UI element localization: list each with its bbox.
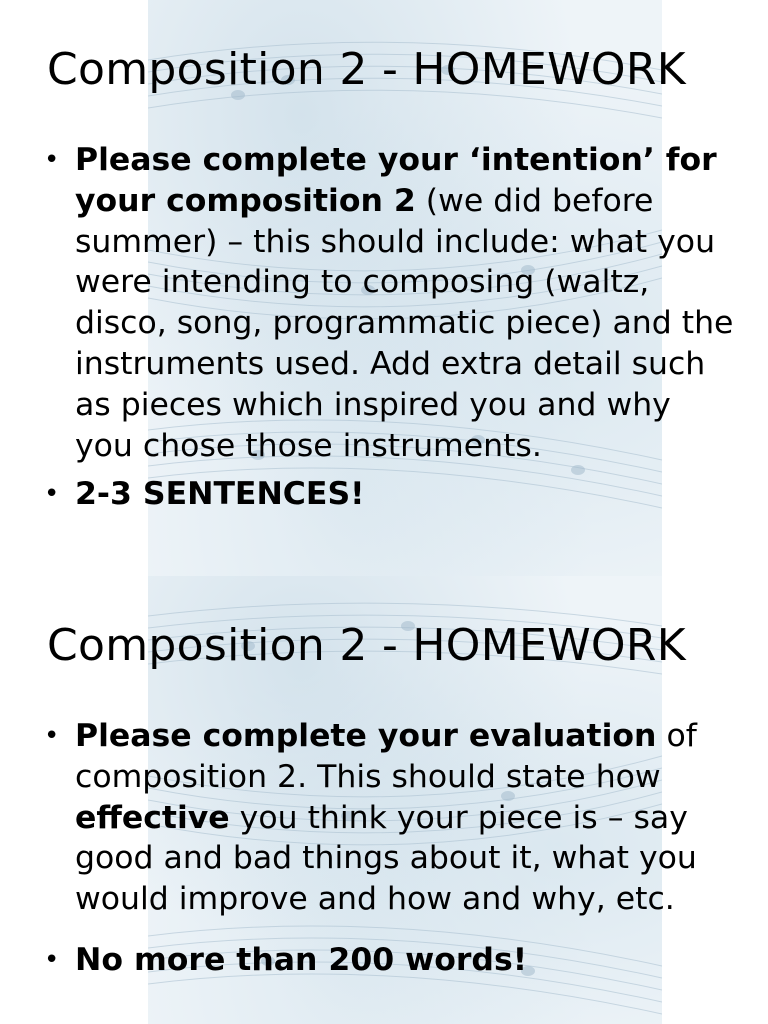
bullet-item [44, 716, 737, 920]
bullet-item [44, 474, 737, 515]
bullet-bold-text: Please complete your evaluation [75, 718, 657, 754]
bullet-bold-text: Please complete your ‘intention’ for your composition 2 [75, 142, 717, 219]
bullet-bold-text: effective [75, 799, 230, 836]
bullet-marker: • [44, 145, 60, 175]
bullet-marker: • [44, 721, 60, 751]
slide-title: Composition 2 - HOMEWORK [47, 620, 686, 671]
bullet-marker: • [44, 479, 60, 510]
bullet-text: you think your piece is – say good and bad things about it, what you would improve and how and why, etc. [75, 799, 697, 918]
slide-title: Composition 2 - HOMEWORK [47, 44, 686, 95]
bullet-text: (we did before summer) – this should include: what you were intending to composing (waltz, disco, song, programmatic piece) and the instruments used. Add extra detail such as pieces which inspired you and why you chose those instruments. [75, 182, 734, 464]
bullet-bold-text: 2-3 SENTENCES! [75, 476, 365, 513]
bullet-list [44, 140, 737, 523]
bullet-item [44, 140, 737, 466]
bullet-text: of composition 2. This should state how [75, 718, 697, 795]
slide-2 [0, 576, 768, 1024]
bullet-item [44, 940, 737, 981]
bullet-list [44, 716, 737, 989]
bullet-bold-text: No more than 200 words! [75, 941, 528, 978]
bullet-marker: • [44, 944, 60, 975]
